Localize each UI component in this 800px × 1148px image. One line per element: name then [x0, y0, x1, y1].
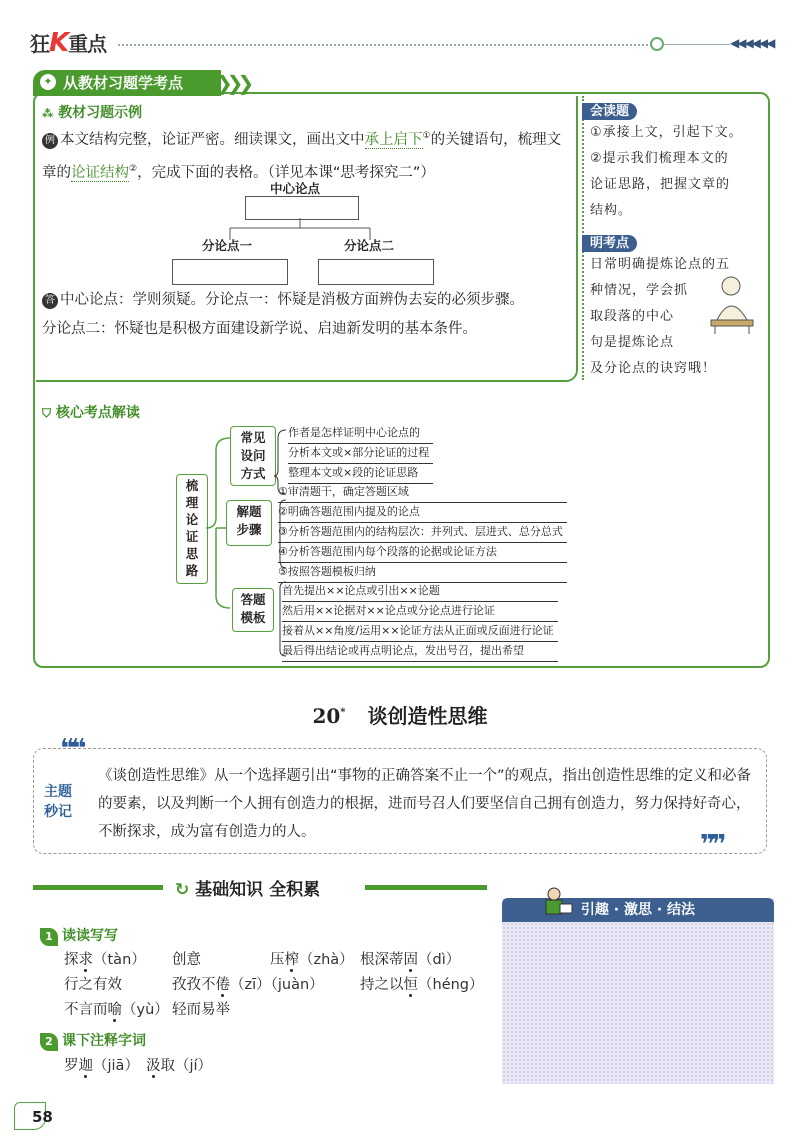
question-text [42, 122, 572, 188]
sub-head-read-write-text: 读读写写 [62, 928, 118, 944]
solving-step-4: ④分析答题范围内每个段落的论据或论证方法 [278, 543, 567, 563]
diagram-left-box [172, 259, 288, 285]
read-item-3: 论证思路，把握文章的 [590, 177, 731, 192]
answer-line-1-text: 中心论点：学则须疑。分论点一：怀疑是消极方面辨伪去妄的必须步骤。 [60, 292, 524, 308]
word-3 [270, 948, 354, 969]
section-bar-left [33, 885, 163, 890]
diagram-right-label: 分论点二 [344, 238, 395, 253]
word-8-pre: 不言而 [64, 1002, 108, 1018]
question-type-item-2: 分析本文或×部分论证的过程 [288, 444, 433, 464]
word-7 [360, 973, 484, 994]
note-word-2-dot: 汲 [146, 1058, 161, 1074]
diagram-center-label: 中心论点 [270, 181, 321, 196]
shield-icon: ⛉ [42, 406, 52, 420]
header-divider-right [664, 44, 730, 45]
word-1-pre: 探 [64, 952, 79, 968]
word-4-pre: 根深蒂 [360, 952, 404, 968]
note-mark-1: ① [422, 131, 431, 141]
diagram-center-box [245, 196, 359, 220]
word-6-pre: 孜孜不 [172, 977, 216, 993]
sub-head-read-write [40, 925, 118, 946]
branch-answer-template-label: 答题模板 [240, 592, 266, 625]
lesson-number: 20 [312, 704, 341, 728]
solving-step-1: ①审清题干，确定答题区域 [278, 483, 567, 503]
brand-prefix: 狂 [30, 32, 49, 56]
word-1-pinyin: （tàn） [93, 952, 146, 968]
template-item-2: 然后用××论据对××论点或分论点进行论证 [282, 602, 558, 622]
word-9 [172, 998, 230, 1019]
word-6 [172, 973, 324, 994]
note-word-2-post: 取 [160, 1058, 175, 1074]
word-4-dot: 固 [403, 952, 418, 968]
word-6-pinyin: （zī）（juàn） [230, 977, 324, 993]
grid-icon: ⁂ [42, 107, 54, 120]
header-circle-icon [650, 37, 664, 51]
read-question-title: 会读题 [582, 103, 637, 120]
note-mark-2: ② [129, 163, 138, 174]
lesson-title-text: 谈创造性思维 [367, 704, 488, 728]
word-5 [64, 973, 122, 994]
read-item-2: ②提示我们梳理本文的 [590, 151, 729, 166]
core-title [42, 402, 140, 422]
exam-point-title: 明考点 [582, 235, 637, 252]
word-1-dot: 求 [78, 952, 93, 968]
basics-section-title-text: 基础知识 全积累 [195, 880, 321, 900]
example-title [42, 102, 142, 122]
header-divider [118, 44, 648, 46]
lesson-star: * [340, 707, 346, 719]
note-word-1 [64, 1054, 139, 1075]
keyword-structure: 论证结构 [71, 164, 129, 181]
word-9-text: 轻而易举 [172, 1002, 230, 1018]
close-quote-icon: ❞❞ [700, 830, 723, 860]
exam-line-1: 日常明确提炼论点的五 [590, 257, 731, 272]
exam-line-3: 取段落的中心 [590, 309, 675, 324]
example-title-text: 教材习题示例 [58, 105, 143, 121]
branch-answer-template [232, 588, 274, 632]
word-6-dot: 倦 [215, 977, 230, 993]
core-title-text: 核心考点解读 [55, 405, 140, 421]
word-8-dot: 喻 [107, 1002, 122, 1018]
page-number: 58 [32, 1108, 53, 1126]
branch-solving-steps [226, 500, 272, 546]
question-part-0: 本文结构完整，论证严密。细读课文，画出文中 [60, 131, 365, 148]
template-item-1: 首先提出××论点或引出××论题 [282, 582, 558, 602]
branch-question-types [230, 426, 276, 486]
leaf-number-2: 2 [40, 1033, 58, 1051]
brand-logo [30, 28, 106, 58]
inspiration-card [502, 898, 774, 1084]
section-tab [33, 70, 221, 96]
word-4 [360, 948, 460, 969]
section-bar-right [365, 885, 487, 890]
brand-k: K [49, 28, 69, 58]
template-item-4: 最后得出结论或再点明论点，发出号召，提出希望 [282, 642, 558, 662]
branch-solving-steps-label: 解题步骤 [236, 504, 262, 537]
question-badge: 例 [42, 133, 58, 149]
question-type-item-1: 作者是怎样证明中心论点的 [288, 424, 433, 444]
refresh-icon: ↻ [175, 880, 190, 900]
read-question-tab [582, 100, 637, 119]
basics-section-title [175, 875, 320, 900]
summary-text: 《谈创造性思维》从一个选择题引出“事物的正确答案不止一个”的观点，指出创造性思维的定义和必备的要素，以及判断一个人拥有创造力的根据，进而号召人们要坚信自己拥有创造力，努力保持好奇心，不断探求，成为富有创造力的人。 [98, 768, 752, 840]
summary-label-line1: 主题 [44, 784, 72, 800]
arrows-icon: ◀◀◀◀◀◀ [730, 36, 774, 50]
question-part-6: ，完成下面的表格。（详见本课“思考探究二”） [137, 164, 435, 181]
exam-line-2: 种情况，学会抓 [590, 283, 689, 298]
word-5-text: 行之有效 [64, 977, 122, 993]
exam-point-tab [582, 232, 637, 251]
keyword-transition: 承上启下 [364, 131, 423, 148]
solving-step-3: ③分析答题范围内的结构层次：并列式、层进式、总分总式 [278, 523, 567, 543]
mindmap-root-text: 梳理论证思路 [185, 478, 199, 578]
word-4-pinyin: （dì） [418, 952, 461, 968]
note-word-2-pinyin: （jí） [175, 1058, 213, 1074]
leaf-number-1: 1 [40, 928, 58, 946]
word-2-text: 创意 [172, 952, 201, 968]
section-tab-title: 从教材习题学考点 [63, 74, 184, 92]
read-item-4: 结构。 [590, 203, 633, 218]
word-7-pre: 持之以 [360, 977, 404, 993]
branch-question-types-label: 常见设问方式 [240, 430, 266, 481]
word-8-pinyin: （yù） [122, 1002, 169, 1018]
reading-figure-icon [703, 272, 759, 336]
mindmap-root [176, 474, 208, 584]
solving-step-2: ②明确答题范围内提及的论点 [278, 503, 567, 523]
exam-line-4: 句是提炼论点 [590, 335, 675, 350]
answer-template-items [282, 582, 558, 662]
summary-label [44, 782, 72, 822]
word-7-dot: 恒 [403, 977, 418, 993]
inspiration-card-title: 引趣 · 激思 · 结法 [580, 902, 696, 918]
word-1 [64, 948, 146, 969]
question-types-items [288, 424, 433, 484]
question-type-item-3: 整理本文或×段的论证思路 [288, 464, 433, 484]
word-3-dot: 榨 [284, 952, 299, 968]
note-word-1-pinyin: （jiā） [93, 1058, 139, 1074]
open-quote-icon: ❝❝ [60, 734, 83, 764]
solving-step-5: ⑤按照答题模板归纳 [278, 563, 567, 583]
sub-head-notes-text: 课下注释字词 [62, 1033, 146, 1049]
diagram-right-box [318, 259, 434, 285]
word-7-pinyin: （héng） [418, 977, 484, 993]
answer-line-1 [42, 286, 578, 315]
word-3-pinyin: （zhà） [299, 952, 354, 968]
answer-text [42, 286, 578, 344]
read-question-notes [590, 120, 760, 224]
exam-line-5: 及分论点的诀窍哦！ [590, 361, 717, 376]
answer-badge: 答 [42, 293, 58, 309]
tab-arrows-icon: ❯❯❯ [216, 71, 249, 95]
question-part-3: 的关键语句，梳理文章的 [42, 131, 562, 181]
summary-label-line2: 秒记 [44, 804, 72, 820]
word-2 [172, 948, 201, 969]
answer-line-2: 分论点二：怀疑也是积极方面建设新学说、启迪新发明的基本条件。 [42, 321, 477, 337]
read-item-1: ①承接上文，引起下文。 [590, 125, 743, 140]
lightbulb-icon: ✦ [40, 74, 56, 90]
lesson-title [0, 700, 800, 729]
solving-steps-items [278, 483, 567, 583]
diagram-left-label: 分论点一 [202, 238, 253, 253]
word-8 [64, 998, 169, 1019]
note-word-1-dot: 迦 [78, 1058, 93, 1074]
note-word-1-pre: 罗 [64, 1058, 79, 1074]
reader-figure-icon [540, 886, 576, 920]
sub-head-notes [40, 1030, 146, 1051]
template-item-3: 接着从××角度/运用××论证方法从正面或反面进行论证 [282, 622, 558, 642]
note-word-2 [146, 1054, 212, 1075]
word-3-pre: 压 [270, 952, 285, 968]
brand-suffix: 重点 [68, 32, 107, 56]
